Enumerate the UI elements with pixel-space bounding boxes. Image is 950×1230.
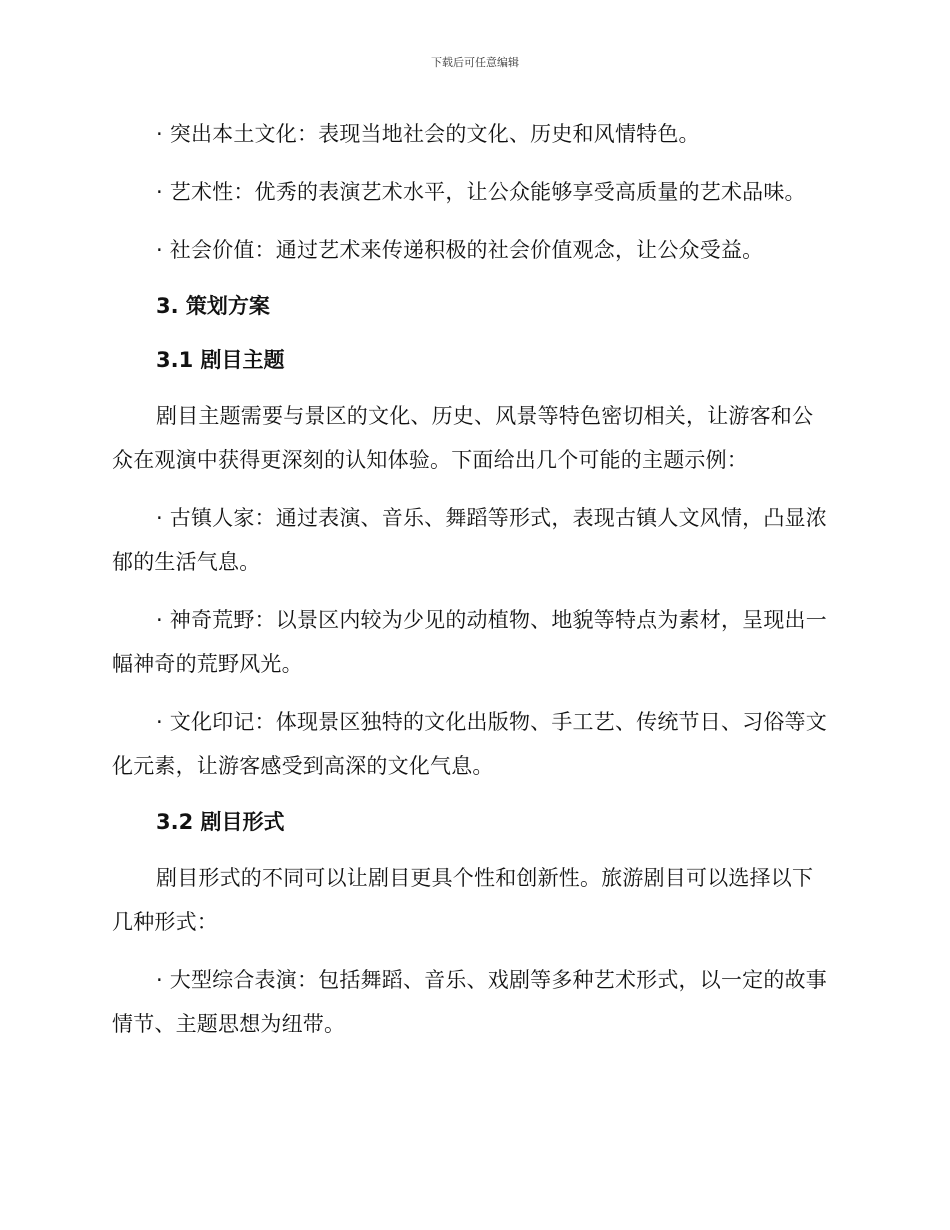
paragraph-theme-intro: 剧目主题需要与景区的文化、历史、风景等特色密切相关，让游客和公众在观演中获得更深刻的认知体验。下面给出几个可能的主题示例： — [112, 404, 814, 472]
paragraph-form-intro: 剧目形式的不同可以让剧目更具个性和创新性。旅游剧目可以选择以下几种形式： — [112, 866, 814, 934]
bullet-cultural-imprint: · 文化印记：体现景区独特的文化出版物、手工艺、传统节日、习俗等文化元素，让游客感受到高深的文化气息。 — [112, 710, 827, 778]
section-heading-3-2: 3.2 剧目形式 — [156, 810, 285, 834]
bullet-large-performance: · 大型综合表演：包括舞蹈、音乐、戏剧等多种艺术形式，以一定的故事情节、主题思想为纽带。 — [112, 968, 827, 1036]
section-heading-3: 3. 策划方案 — [156, 294, 270, 318]
bullet-artistry: · 艺术性：优秀的表演艺术水平，让公众能够享受高质量的艺术品味。 — [156, 180, 806, 204]
document-body — [112, 112, 832, 1060]
bullet-social-value: · 社会价值：通过艺术来传递积极的社会价值观念，让公众受益。 — [156, 238, 764, 262]
bullet-wilderness: · 神奇荒野：以景区内较为少见的动植物、地貌等特点为素材，呈现出一幅神奇的荒野风光。 — [112, 608, 827, 676]
page-header: 下载后可任意编辑 — [431, 56, 519, 69]
bullet-local-culture: · 突出本土文化：表现当地社会的文化、历史和风情特色。 — [156, 122, 700, 146]
section-heading-3-1: 3.1 剧目主题 — [156, 348, 285, 372]
bullet-ancient-town: · 古镇人家：通过表演、音乐、舞蹈等形式，表现古镇人文风情，凸显浓郁的生活气息。 — [112, 506, 827, 574]
